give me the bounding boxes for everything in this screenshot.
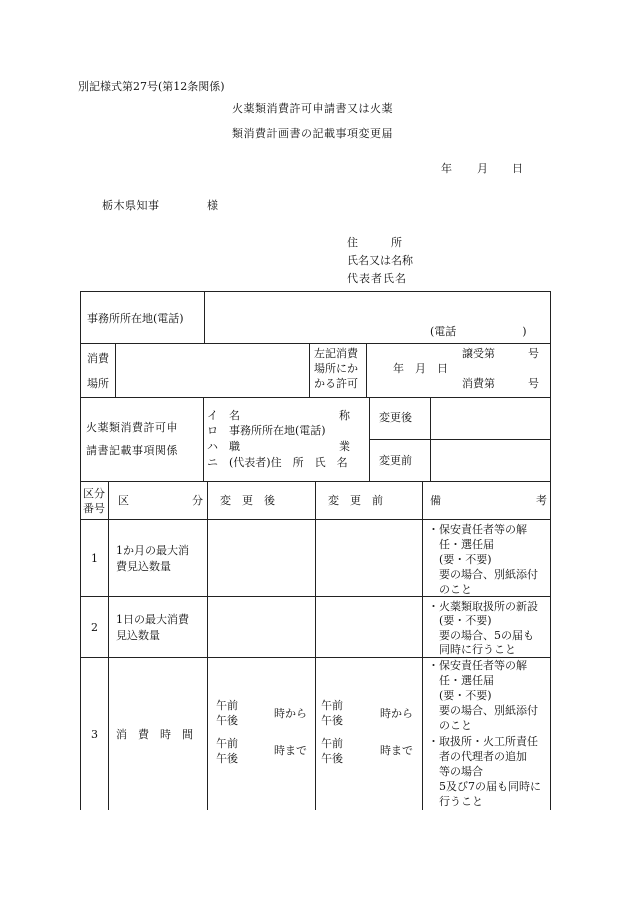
row-remark: 同時に行うこと [428,643,516,656]
header-category-b: 分 [192,494,203,507]
row-remark: 任・選任届 [428,674,494,687]
row-remark: 任・選任届 [428,538,494,551]
honorific: 様 [207,199,218,212]
receipt-number: 譲受第 号 [462,347,539,360]
row-remark: 要の場合、別紙添付 [428,704,538,717]
consumption-site-label-bottom: 場所 [87,377,109,390]
applicant-name-label: 氏名又は名称 [347,254,413,267]
row-remark: ・保安責任者等の解 [428,523,527,536]
after-from-am: 午前 [216,699,238,712]
row-number: 3 [91,728,98,741]
permit-before-label: 変更前 [379,454,412,467]
after-to-pm: 午後 [216,752,238,765]
permit-date: 年 月 日 [393,362,448,375]
consume-number: 消費第 号 [462,377,539,390]
before-to-pm: 午後 [321,752,343,765]
date-year: 年 [441,162,452,175]
header-before: 変 更 前 [328,494,383,507]
header-category-a: 区 [118,494,129,507]
row-remark: (要・不要) [428,689,492,702]
form-title-line2: 類消費計画書の記載事項変更届 [232,127,393,140]
row-remark: (要・不要) [428,614,492,627]
applicant-rep-label: 代表者氏名 [347,272,407,285]
form-title-line1: 火薬類消費許可申請書又は火薬 [232,102,393,115]
row-remark: ・火薬類取扱所の新設 [428,600,538,613]
header-remarks-a: 備 [430,494,441,507]
row-remark: 等の場合 [428,765,483,778]
after-from-pm: 午後 [216,714,238,727]
row-number: 2 [91,621,98,634]
row-number: 1 [91,552,98,565]
office-phone-field[interactable]: (電話 ) [430,325,527,338]
before-from-pm: 午後 [321,714,343,727]
date-day: 日 [512,162,523,175]
permit-item: イ 名 称 [207,409,350,422]
header-remarks-b: 考 [536,494,547,507]
after-from-label: 時から [274,707,307,720]
permit-label-1: 左記消費 [314,347,358,360]
permit-label-3: かる許可 [314,377,358,390]
row-remark: (要・不要) [428,553,492,566]
permit-item: ハ 職 業 [207,440,350,453]
row-category: 消 費 時 間 [116,728,193,741]
row-remark: 5及び7の届も同時に [428,780,541,793]
after-to-am: 午前 [216,737,238,750]
permit-item: ニ (代表者)住 所 氏 名 [207,456,348,469]
before-from-am: 午前 [321,699,343,712]
office-address-label: 事務所所在地(電話) [87,312,184,325]
row-category: 見込数量 [116,629,160,642]
permit-items-label-1: 火薬類消費許可申 [86,421,178,434]
row-category: 1か月の最大消 [116,544,189,557]
row-remark: ・取扱所・火工所責任 [428,735,538,748]
row-remark: 行うこと [428,795,483,808]
before-to-am: 午前 [321,737,343,750]
consumption-site-label-top: 消費 [87,352,109,365]
permit-items-label-2: 請書記載事項関係 [86,444,178,457]
row-category: 1日の最大消費 [116,613,189,626]
row-remark: のこと [428,583,472,596]
row-category: 費見込数量 [116,560,171,573]
after-to-label: 時まで [274,744,307,757]
form-number: 別記様式第27号(第12条関係) [78,80,225,93]
permit-item: ロ 事務所所在地(電話) [207,424,326,437]
row-remark: ・保安責任者等の解 [428,659,527,672]
row-remark: 要の場合、別紙添付 [428,568,538,581]
applicant-address-label: 住 所 [347,236,402,249]
header-after: 変 更 後 [220,494,275,507]
row-remark: のこと [428,719,472,732]
header-number-1: 区分 [83,487,105,500]
before-to-label: 時まで [380,744,413,757]
before-from-label: 時から [380,707,413,720]
date-month: 月 [477,162,488,175]
row-remark: 者の代理者の追加 [428,750,527,763]
permit-label-2: 場所にか [314,362,358,375]
permit-after-label: 変更後 [379,411,412,424]
addressee: 栃木県知事 [102,199,160,212]
row-remark: 要の場合、5の届も [428,629,534,642]
header-number-2: 番号 [83,502,105,515]
